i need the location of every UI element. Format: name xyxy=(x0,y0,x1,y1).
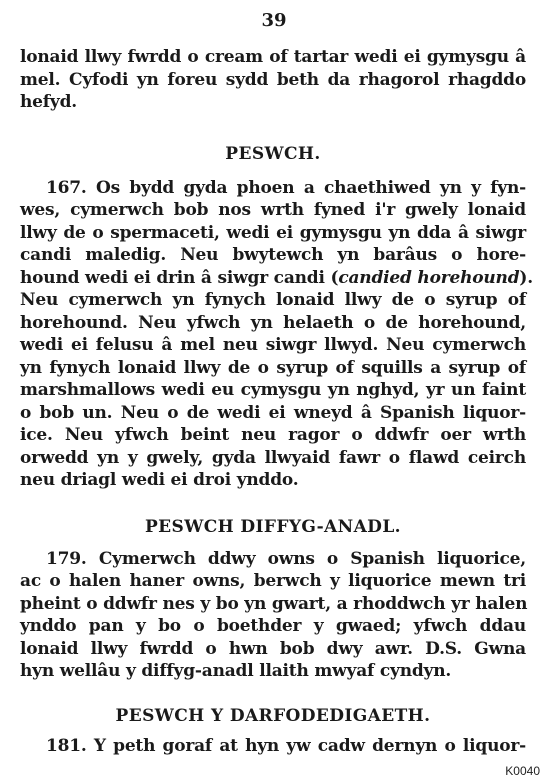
section-heading-peswch-y-darfodedigaeth: PESWCH Y DARFODEDIGAETH. xyxy=(115,705,431,726)
text-line xyxy=(20,177,526,200)
line-text: Cymerwch ddwy owns o Spanish liquorice, xyxy=(98,548,526,569)
text-line: lonaid llwy fwrdd o hwn bob dwy awr. D.S. Gwna xyxy=(20,638,526,659)
recipe-167 xyxy=(20,177,533,492)
recipe-number: 167. xyxy=(46,177,87,198)
line-text: Os bydd gyda phoen a chaethiwed yn y fyn- xyxy=(95,177,527,198)
text-line: mel. Cyfodi yn foreu sydd beth da rhagorol rhagddo xyxy=(20,69,526,90)
text-line: ice. Neu yfwch beint neu ragor o ddwfr oer wrth xyxy=(20,425,526,445)
recipe-number: 179. xyxy=(46,548,87,569)
italic-term: candied horehound xyxy=(338,267,520,288)
text-line: wedi ei felusu â mel neu siwgr llwyd. Neu cymerwch xyxy=(20,335,526,355)
page-body xyxy=(20,46,533,757)
text-line: marshmallows wedi eu cymysgu yn nghyd, yr un faint xyxy=(20,380,526,400)
line-text: ). xyxy=(519,267,533,288)
page-number: 39 xyxy=(261,10,287,31)
section-heading-peswch-diffyg-anadl: PESWCH DIFFYG-ANADL. xyxy=(144,516,401,537)
text-line: pheint o ddwfr nes y bo yn gwart, a rhoddwch yr halen xyxy=(20,593,528,614)
text-line: neu driagl wedi ei droi ynddo. xyxy=(20,470,299,490)
page-reference-code: K0040 xyxy=(505,764,540,778)
text-line: hyn wellâu y diffyg-anadl llaith mwyaf cyndyn. xyxy=(20,661,452,681)
text-line: o bob un. Neu o de wedi ei wneyd â Spanish liquor- xyxy=(20,402,526,423)
text-line: yn fynych lonaid llwy de o syrup of squills a syrup of xyxy=(20,357,526,378)
recipe-179 xyxy=(20,548,526,683)
line-text: Y peth goraf at hyn yw cadw dernyn o liquor- xyxy=(93,735,526,756)
text-line: orwedd yn y gwely, gyda llwyaid fawr o flawd ceirch xyxy=(20,447,526,468)
intro-paragraph xyxy=(20,46,526,114)
text-line: ynddo pan y bo o boethder y gwaed; yfwch ddau xyxy=(20,616,526,636)
text-line: lonaid llwy fwrdd o cream of tartar wedi ei gymysgu â xyxy=(20,47,526,67)
text-line xyxy=(20,267,533,290)
recipe-181 xyxy=(20,735,526,758)
text-line xyxy=(20,735,526,758)
text-line: candi maledig. Neu bwytewch yn barâus o hore- xyxy=(20,245,526,265)
text-line: ac o halen haner owns, berwch y liquorice mewn tri xyxy=(20,571,526,591)
text-line: wes, cymerwch bob nos wrth fyned i'r gwely lonaid xyxy=(20,200,526,220)
line-text: hound wedi ei drin â siwgr candi ( xyxy=(20,267,339,288)
text-line xyxy=(20,548,526,571)
text-line: horehound. Neu yfwch yn helaeth o de horehound, xyxy=(20,312,526,333)
text-line: llwy de o spermaceti, wedi ei gymysgu yn dda â siwgr xyxy=(20,222,526,243)
text-line: hefyd. xyxy=(20,92,77,112)
text-line: Neu cymerwch yn fynych lonaid llwy de o syrup of xyxy=(20,290,526,310)
recipe-number: 181. xyxy=(46,735,87,756)
section-heading-peswch: PESWCH. xyxy=(225,143,321,164)
